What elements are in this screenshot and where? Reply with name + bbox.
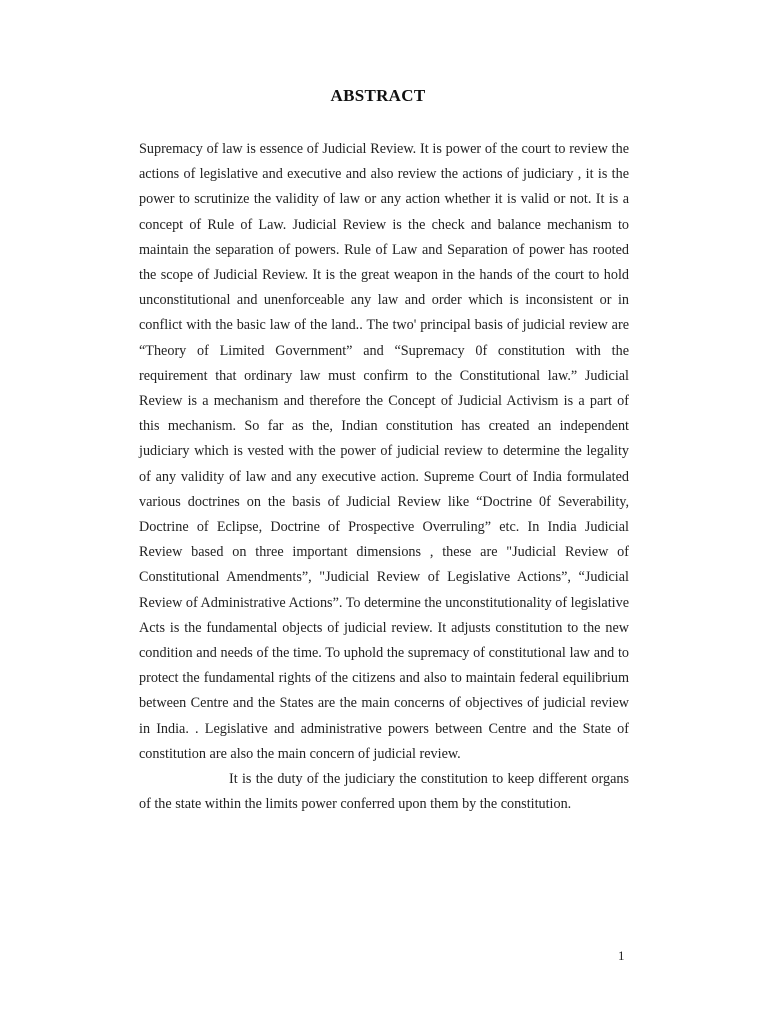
abstract-paragraph-1: Supremacy of law is essence of Judicial Review. It is power of the court to review the actions of legislative and executive and also review the actions of judiciary , it is the power to scrutinize the validity of law or any action whether it is valid or not. It is a concept of Rule of Law. Judicial Review is the check and balance mechanism to maintain the separation of powers. Rule of Law and Separation of power has rooted the scope of Judicial Review. It is the great weapon in the hands of the court to hold unconstitutional and unenforceable any law and order which is inconsistent or in conflict with the basic law of the land.. The two' principal basis of judicial review are “Theory of Limited Government” and “Supremacy 0f constitution with the requirement that ordinary law must confirm to the Constitutional law.” Judicial Review is a mechanism and therefore the Concept of Judicial Activism is a part of this mechanism. So far as the, Indian constitution has created an independent judiciary which is vested with the power of judicial review to determine the legality of any validity of law and any executive action. Supreme Court of India formulated various doctrines on the basis of Judicial Review like “Doctrine 0f Severability, Doctrine of Eclipse, Doctrine of Prospective Overruling” etc. In India Judicial Review based on three important dimensions , these are "Judicial Review of Constitutional Amendments”, "Judicial Review of Legislative Actions”, “Judicial Review of Administrative Actions”. To determine the unconstitutionality of legislative Acts is the fundamental objects of judicial review. It adjusts constitution to the new condition and needs of the time. To uphold the supremacy of constitutional law and to protect the fundamental rights of the citizens and also to maintain federal equilibrium between Centre and the States are the main concerns of objectives of judicial review in India. . Legislative and administrative powers between Centre and the State of constitution are also the main concern of judicial review. [139,141,629,762]
page-number: 1 [618,948,625,963]
abstract-paragraph-2: It is the duty of the judiciary the constitution to keep different organs of the state within the limits power conferred upon them by the constitution. [139,771,629,813]
abstract-body [139,137,629,817]
page-title: ABSTRACT [330,86,426,105]
